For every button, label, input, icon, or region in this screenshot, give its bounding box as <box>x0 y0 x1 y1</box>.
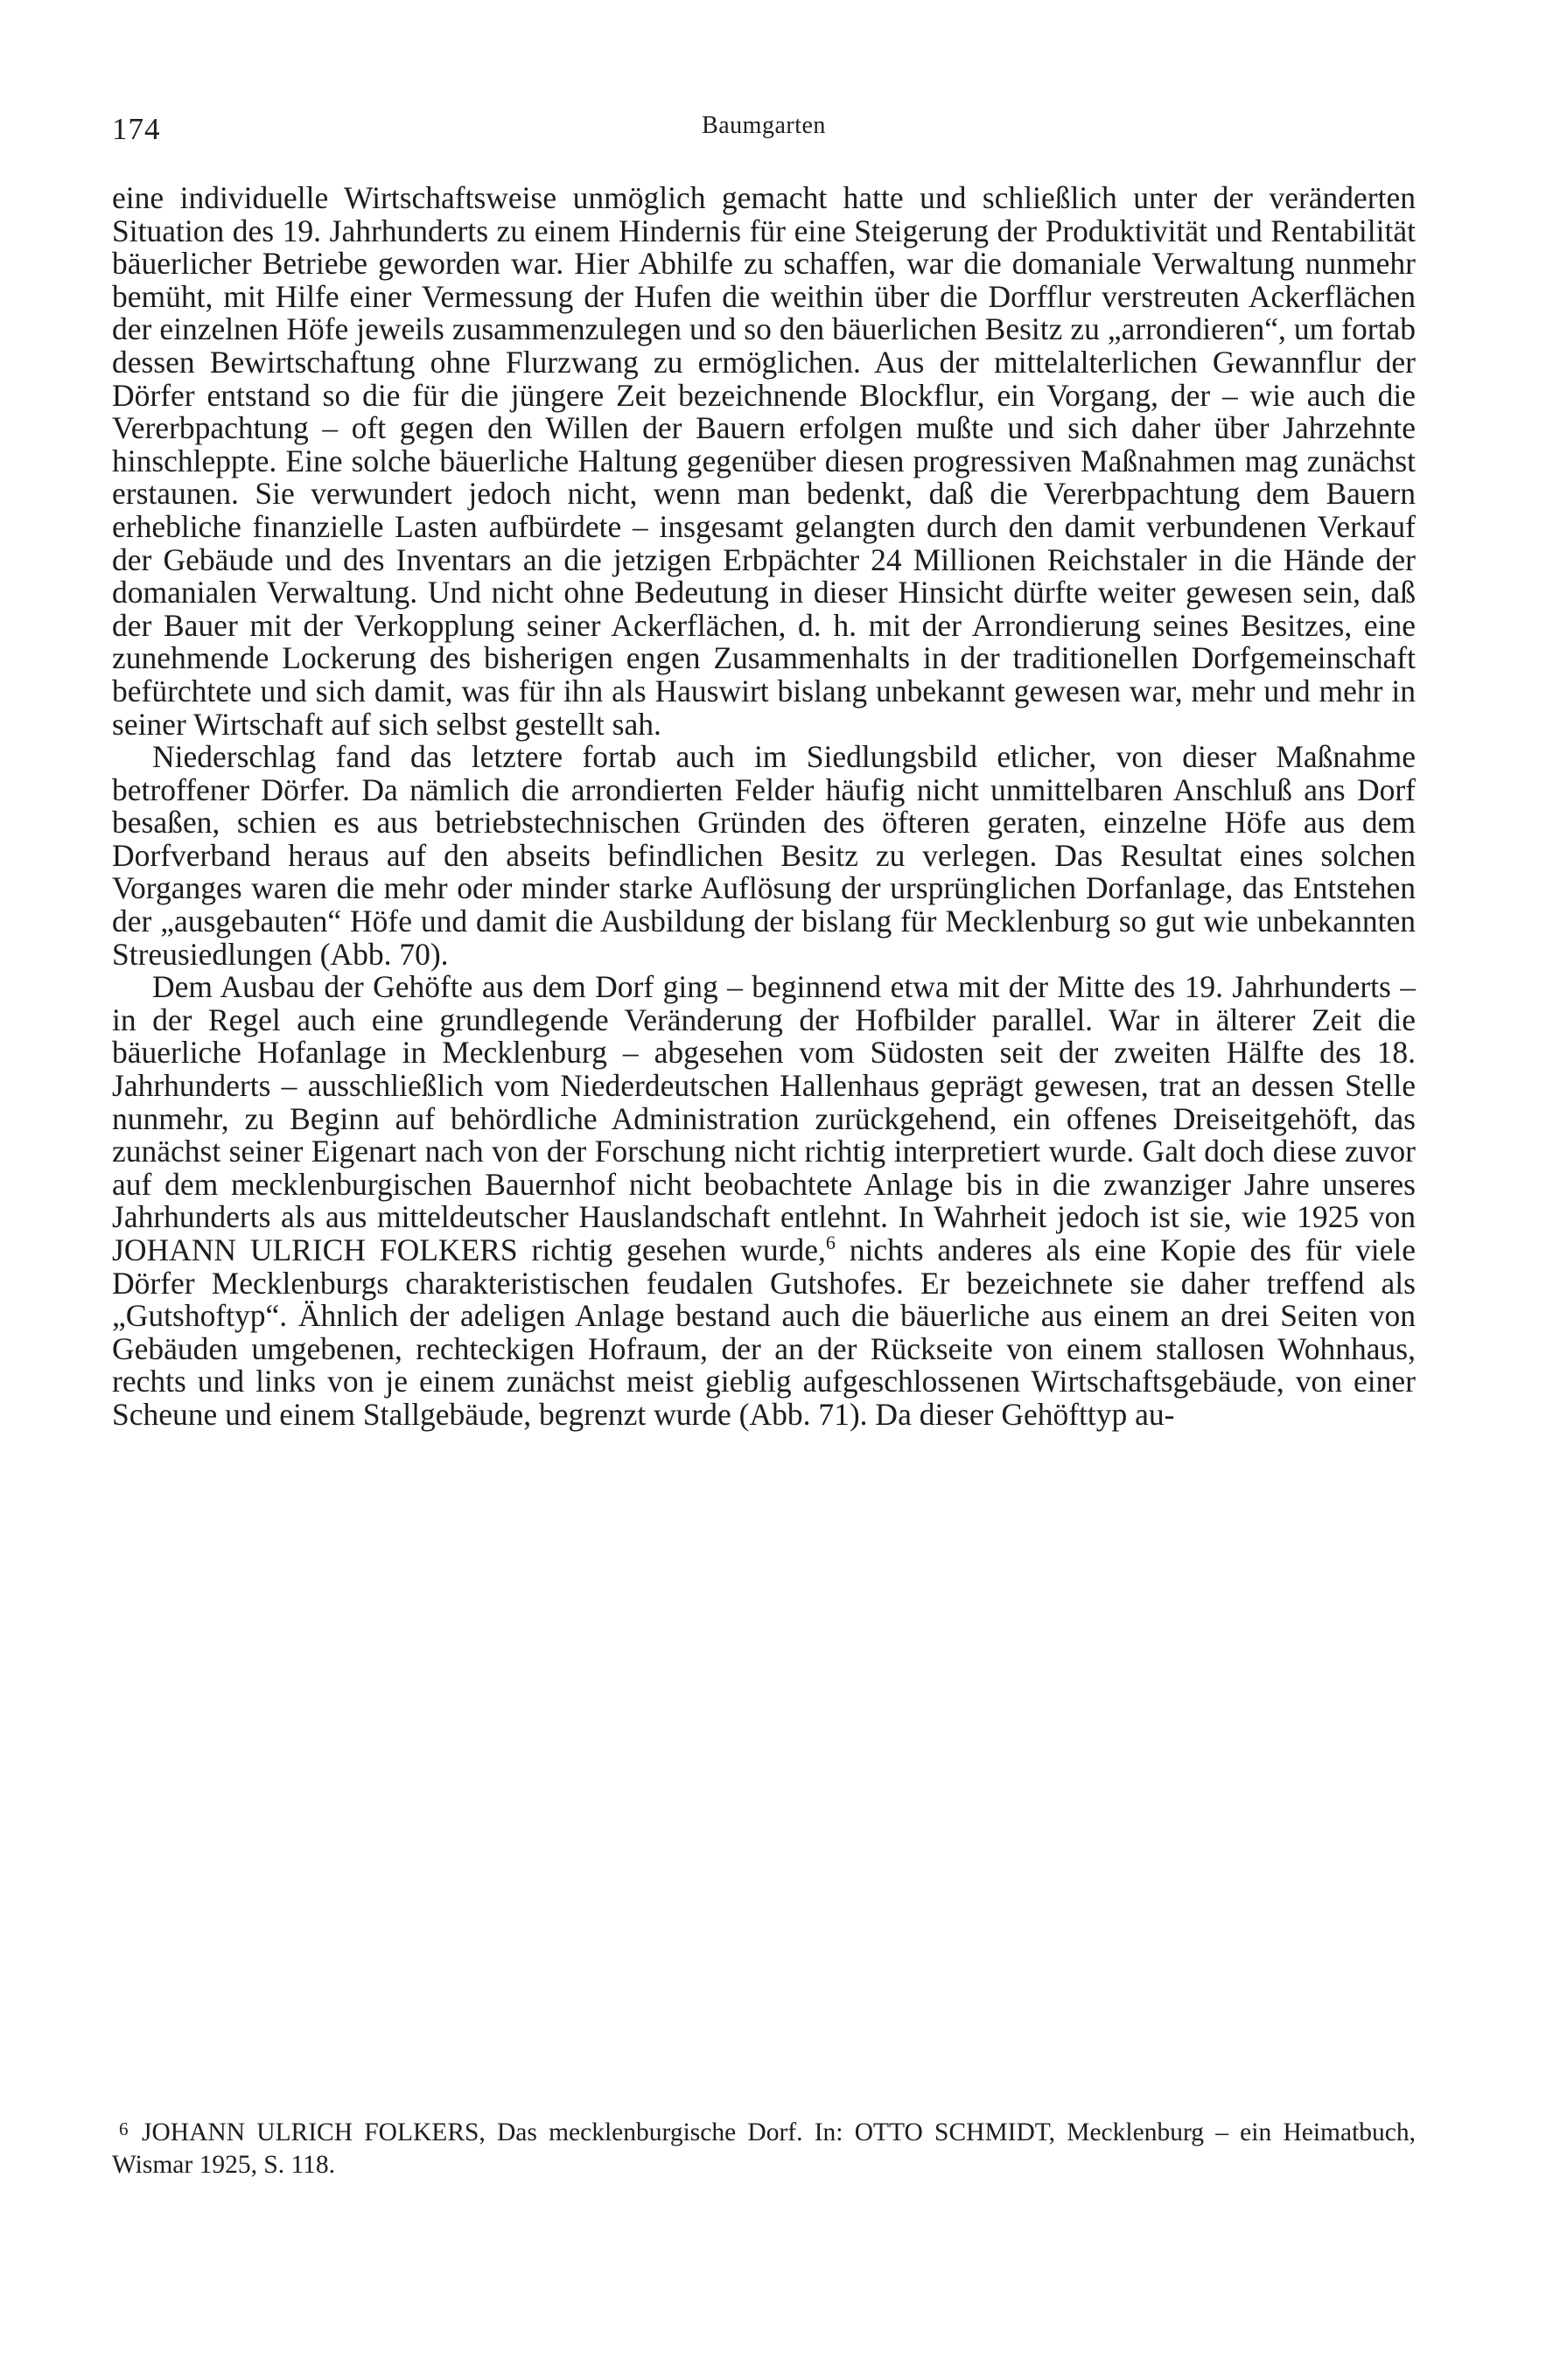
footnotes <box>112 2113 1416 2181</box>
paragraph-3 <box>112 971 1416 1431</box>
footnote-mark: 6 <box>119 2118 129 2139</box>
running-head: Baumgarten <box>702 112 826 139</box>
page-header <box>112 103 1416 156</box>
footnote-reference: 6 <box>825 1232 836 1254</box>
footnote-text: JOHANN ULRICH FOLKERS, Das mecklenburgische Dorf. In: OTTO SCHMIDT, Mecklenburg – ein Heimatbuch, Wismar 1925, S. 118. <box>112 2118 1416 2179</box>
footnote <box>112 2113 1416 2181</box>
paragraph-3-text: Dem Ausbau der Gehöfte aus dem Dorf ging – beginnend etwa mit der Mitte des 19. Jahrhunderts – in der Regel auch eine grundlegende Veränderung der Hofbilder parallel. War in älterer Zeit die bäuerliche Hofanlage in Mecklenburg – abgesehen vom Südosten seit der zweiten Hälfte des 18. Jahrhunderts – ausschließlich vom Niederdeutschen Hallenhaus geprägt gewesen, trat an dessen Stelle nunmehr, zu Beginn auf behördliche Administration zurückgehend, ein offenes Dreiseitgehöft, das zunächst seiner Eigenart nach von der Forschung nicht richtig interpretiert wurde. Galt doch diese zuvor auf dem mecklenburgischen Bauernhof nicht beobachtete Anlage bis in die zwanziger Jahre unseres Jahrhunderts als aus mitteldeutscher Hauslandschaft entlehnt. In Wahrheit jedoch ist sie, wie 1925 von JOHANN ULRICH FOLKERS richtig gesehen wurde, <box>112 969 1416 1267</box>
body-text <box>112 182 1416 1432</box>
paragraph-3-continuation: nichts anderes als eine Kopie des für viele Dörfer Mecklenburgs charakteristischen feudalen Gutshofes. Er bezeichnete sie daher treffend als „Gutshoftyp“. Ähnlich der adeligen Anlage bestand auch die bäuerliche aus einem an drei Seiten von Gebäuden umgebenen, rechteckigen Hofraum, der an der Rückseite von einem stallosen Wohnhaus, rechts und links von je einem zunächst meist gieblig aufgeschlossenen Wirtschaftsgebäude, von einer Scheune und einem Stallgebäude, begrenzt wurde (Abb. 71). Da dieser Gehöfttyp au- <box>112 1232 1417 1432</box>
page-number: 174 <box>112 112 161 146</box>
paragraph-1: eine individuelle Wirtschaftsweise unmöglich gemacht hatte und schließlich unter der veränderten Situation des 19. Jahrhunderts zu einem Hindernis für eine Steigerung der Produktivität und Rentabilität bäuerlicher Betriebe geworden war. Hier Abhilfe zu schaffen, war die domaniale Verwaltung nunmehr bemüht, mit Hilfe einer Vermessung der Hufen die weithin über die Dorfflur verstreuten Ackerflächen der einzelnen Höfe jeweils zusammenzulegen und so den bäuerlichen Besitz zu „arrondieren“, um fortab dessen Bewirtschaftung ohne Flurzwang zu ermöglichen. Aus der mittelalterlichen Gewannflur der Dörfer entstand so die für die jüngere Zeit bezeichnende Blockflur, ein Vorgang, der – wie auch die Vererbpachtung – oft gegen den Willen der Bauern erfolgen mußte und sich daher über Jahrzehnte hinschleppte. Eine solche bäuerliche Haltung gegenüber diesen progressiven Maßnahmen mag zunächst erstaunen. Sie verwundert jedoch nicht, wenn man bedenkt, daß die Vererbpachtung dem Bauern erhebliche finanzielle Lasten aufbürdete – insgesamt gelangten durch den damit verbundenen Verkauf der Gebäude und des Inventars an die jetzigen Erbpächter 24 Millionen Reichstaler in die Hände der domanialen Verwaltung. Und nicht ohne Bedeutung in dieser Hinsicht dürfte weiter gewesen sein, daß der Bauer mit der Verkopplung seiner Ackerflächen, d. h. mit der Arrondierung seines Besitzes, eine zunehmende Lockerung des bisherigen engen Zusammenhalts in der traditionellen Dorfgemeinschaft befürchtete und sich damit, was für ihn als Hauswirt bislang unbekannt gewesen war, mehr und mehr in seiner Wirtschaft auf sich selbst gestellt sah. <box>112 180 1416 742</box>
paragraph-2: Niederschlag fand das letztere fortab auch im Siedlungsbild etlicher, von dieser Maßnahme betroffener Dörfer. Da nämlich die arrondierten Felder häufig nicht unmittelbaren Anschluß ans Dorf besaßen, schien es aus betriebstechnischen Gründen des öfteren geraten, einzelne Höfe aus dem Dorfverband heraus auf den abseits befindlichen Besitz zu verlegen. Das Resultat eines solchen Vorganges waren die mehr oder minder starke Auflösung der ursprünglichen Dorfanlage, das Entstehen der „ausgebauten“ Höfe und damit die Ausbildung der bislang für Mecklenburg so gut wie unbekannten Streusiedlungen (Abb. 70). <box>112 739 1416 972</box>
